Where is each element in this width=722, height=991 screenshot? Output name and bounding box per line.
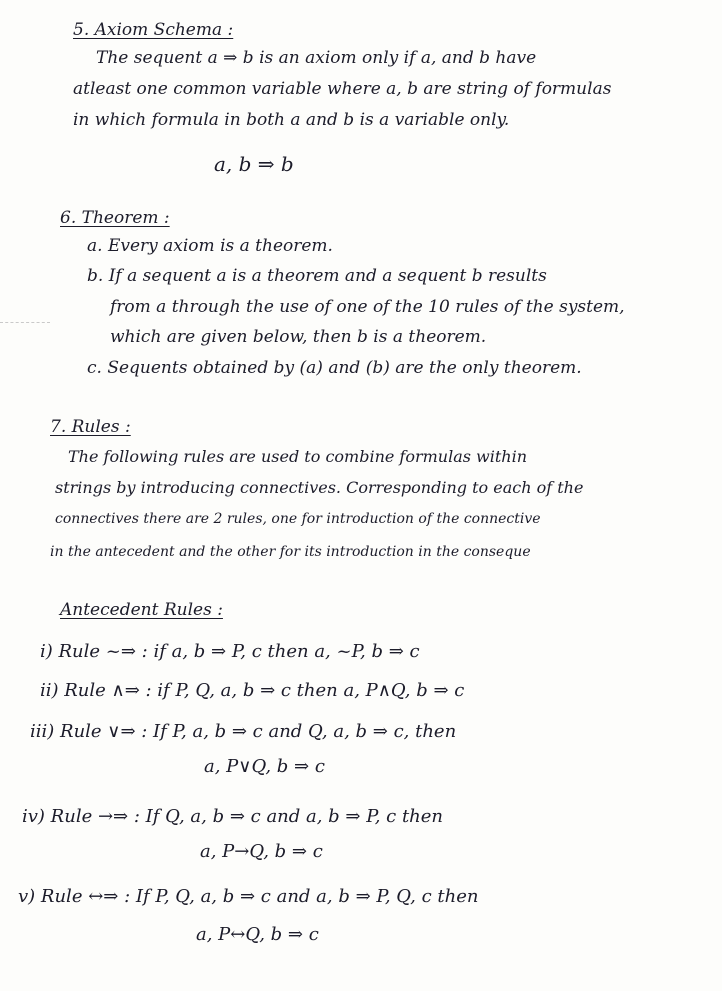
antecedent-rule-1: i) Rule ~⇒ : if a, b ⇒ P, c then a, ~P, b ⇒ c [40,641,420,662]
antecedent-rule-4a: iv) Rule →⇒ : If Q, a, b ⇒ c and a, b ⇒ P, c then [22,806,444,827]
section6-c: c. Sequents obtained by (a) and (b) are the only theorem. [87,358,582,378]
section5-line2: atleast one common variable where a, b are string of formulas [73,79,612,99]
antecedent-heading: Antecedent Rules : [60,600,223,620]
margin-mark [0,322,50,323]
section7-heading: 7. Rules : [50,417,131,437]
section5-line3: in which formula in both a and b is a variable only. [73,110,510,130]
section5-formula: a, b ⇒ b [214,152,294,176]
section7-line3: connectives there are 2 rules, one for introduction of the connective [55,511,541,527]
section7-line1: The following rules are used to combine formulas within [68,447,528,466]
antecedent-rule-2: ii) Rule ∧⇒ : if P, Q, a, b ⇒ c then a, P∧Q, b ⇒ c [40,680,465,701]
section6-b2: from a through the use of one of the 10 rules of the system, [110,297,625,317]
section6-b3: which are given below, then b is a theorem. [110,327,487,347]
antecedent-rule-3a: iii) Rule ∨⇒ : If P, a, b ⇒ c and Q, a, b ⇒ c, then [30,721,457,742]
section6-b1: b. If a sequent a is a theorem and a sequent b results [87,266,547,286]
section6-heading: 6. Theorem : [60,208,170,228]
section7-line2: strings by introducing connectives. Corresponding to each of the [55,478,584,497]
section6-a: a. Every axiom is a theorem. [87,236,333,256]
antecedent-rule-4b: a, P→Q, b ⇒ c [200,841,323,862]
section5-heading: 5. Axiom Schema : [73,20,234,40]
section5-line1: The sequent a ⇒ b is an axiom only if a, and b have [96,48,537,68]
antecedent-rule-5b: a, P↔Q, b ⇒ c [196,924,319,945]
antecedent-rule-5a: v) Rule ↔⇒ : If P, Q, a, b ⇒ c and a, b ⇒ P, Q, c then [18,886,479,907]
antecedent-rule-3b: a, P∨Q, b ⇒ c [204,756,325,777]
section7-line4: in the antecedent and the other for its introduction in the conseque [50,544,531,560]
